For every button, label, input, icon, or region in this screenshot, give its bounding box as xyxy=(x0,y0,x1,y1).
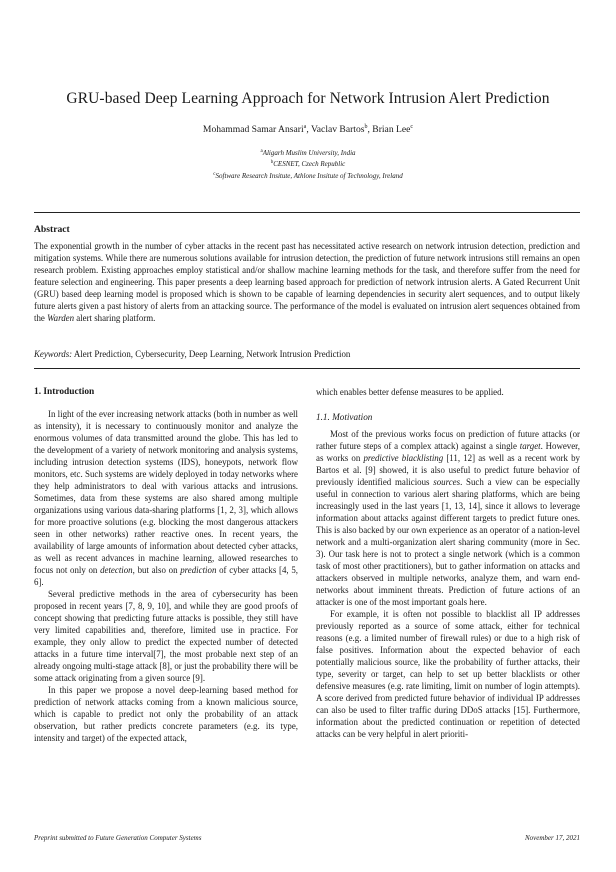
section-heading-introduction: 1. Introduction xyxy=(34,387,95,397)
keywords-text: Alert Prediction, Cybersecurity, Deep Learning, Network Intrusion Prediction xyxy=(73,349,351,359)
affiliation-list xyxy=(0,147,616,181)
author: Vaclav Bartos$^b$, xyxy=(310,124,373,135)
bottom-rule xyxy=(34,368,580,369)
affiliation: $^b$CESNET, Czech Republic xyxy=(270,160,346,169)
subsection-heading-motivation: 1.1. Motivation xyxy=(316,412,373,422)
keywords-label: Keywords: xyxy=(34,349,73,359)
abstract-heading: Abstract xyxy=(34,224,70,235)
left-column xyxy=(34,386,298,744)
author: Mohammad Samar Ansari$^a$, xyxy=(202,124,311,135)
author-list xyxy=(0,124,616,135)
paragraph: In light of the ever increasing network attacks (both in number as well as intensity), it is necessary to continuously monitor and analyze the enormous volumes of data transmitted around the globe. This has led to the development of a variety of network monitoring and analysis systems, including intrusion detection systems (IDS), honeypots, network flow monitors, etc. Such systems are widely deployed in today networks where they help administrators to deal with various attacks and intrusions. Sometimes, data from these systems are also shared among multiple organizations using various data-sharing platforms [1, 2, 3], which allows for more proactive solutions (e.g. blocking the most dangerous attackers seen in other networks) rather reactive ones. In recent years, the availability of large amounts of information about detected cyber attacks, as well as recent advances in machine learning, allowed researches to focus not only on detection, but also on prediction of cyber attacks [4, 5, 6]. xyxy=(34,409,298,587)
affiliation: $^c$Software Research Insitute, Athlone Insitute of Technology, Ireland xyxy=(213,171,403,180)
paragraph: For example, it is often not possible to blacklist all IP addresses previously reported as a source of some attack, either for technical reasons (e.g. a limited number of firewall rules) or due to a high risk of false positives. Information about the expected behavior of each potentially malicious source, like the probability of further attacks, their type, severity or target, can help to set up better blacklists or other defensive measures (e.g. rate limiting, limit on number of login attempts). A score derived from predicted future behavior of individual IP addresses can also be used to filter traffic during DDoS attacks [15]. Furthermore, information about the predicted continuation or repetition of detected attacks can be very helpful in alert prioriti- xyxy=(316,609,580,739)
paragraph-continuation: which enables better defense measures to be applied. xyxy=(316,387,504,397)
paragraph: Several predictive methods in the area of cybersecurity has been proposed in recent years [7, 8, 9, 10], and while they are good proofs of concept showing that predicting future attacks is possible, they still have very limited capabilities and, therefore, limited use in practice. For example, they only allow to predict the expected number of detected attacks in a future time interval[7], the most probable next step of an already ongoing multi-stage attack [8], or just the probability there will be some attack originating from a given source [9]. xyxy=(34,589,298,683)
top-rule xyxy=(34,212,580,213)
author: Brian Lee$^c$ xyxy=(372,124,414,135)
affiliation: $^a$Aligarh Muslim University, India xyxy=(260,149,356,157)
paragraph: Most of the previous works focus on prediction of future attacks (or rather future steps of a complex attack) against a single target. However, as works on predictive blacklisting [11, 12] as well as a recent work by Bartos et al. [9] showed, it is also useful to predict future behavior of previously identified malicious sources. Such a view can be especially useful in connection to various alert sharing platforms, which are being increasingly used in the last years [1, 13, 14], since it allows to leverage information about attacks against different targets to predict future ones. This is also backed by our own experience as an operator of a nation-level network and a multi-organization alert sharing community (more in Sec. 3). Our task here is not to protect a single network (which is a common task of most other practitioners), but to gather information on attacks and attackers observed in multiple networks, analyze them, and warn end-networks about imminent threats. Prediction of future actions of an attacker is one of the most important goals here. xyxy=(316,429,580,607)
footer-date: November 17, 2021 xyxy=(524,834,580,842)
keywords xyxy=(34,349,350,359)
right-column xyxy=(316,386,580,740)
abstract-text: The exponential growth in the number of cyber attacks in the recent past has necessitated active research on network intrusion detection, prediction and mitigation systems. While there are numerous solutions available for intrusion detection, the prediction of future network intrusions still remains an open research problem. Existing approaches employ statistical and/or shallow machine learning methods for the task, and therefore suffer from the need for feature selection and engineering. This paper presents a deep learning based approach for prediction of network intrusion alerts. A Gated Recurrent Unit (GRU) based deep learning model is proposed which is shown to be capable of learning dependencies in security alert sequences, and to output likely future alerts given a past history of alerts from an attacking source. The performance of the model is evaluated on intrusion alert sequences obtained from the Warden alert sharing platform. xyxy=(34,241,580,323)
paragraph: In this paper we propose a novel deep-learning based method for prediction of network attacks coming from a known malicious source, which is capable to predict not only the probability of an attack observation, but rather predicts concrete parameters (e.g. its type, intensity and target) of the expected attack, xyxy=(34,685,298,743)
paper-title: GRU-based Deep Learning Approach for Network Intrusion Alert Prediction xyxy=(66,90,550,107)
footer-preprint-note: Preprint submitted to Future Generation Computer Systems xyxy=(34,834,202,842)
